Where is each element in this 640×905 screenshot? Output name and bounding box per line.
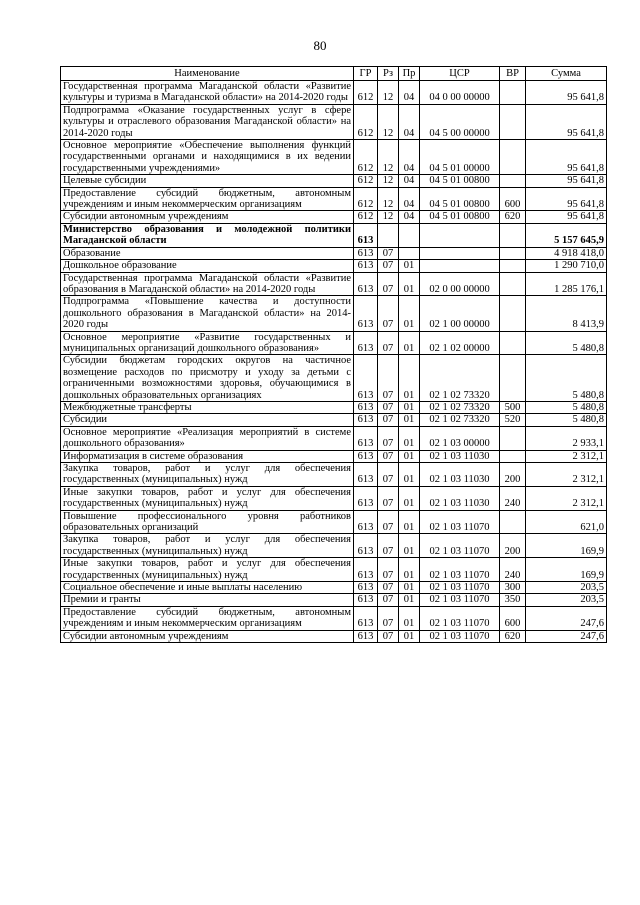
cell-sum: 247,6 <box>526 606 607 630</box>
cell-rz: 07 <box>378 296 399 331</box>
cell-csr: 02 1 03 11070 <box>420 558 500 582</box>
cell-rz: 07 <box>378 582 399 594</box>
cell-rz: 07 <box>378 331 399 355</box>
cell-gr: 612 <box>354 104 378 139</box>
cell-pr: 04 <box>399 211 420 223</box>
table-row <box>61 355 607 402</box>
cell-pr: 01 <box>399 426 420 450</box>
cell-vr <box>500 510 526 534</box>
cell-rz: 07 <box>378 247 399 259</box>
table-row <box>61 606 607 630</box>
cell-rz: 07 <box>378 272 399 296</box>
cell-csr: 04 5 01 00800 <box>420 175 500 187</box>
cell-rz: 07 <box>378 558 399 582</box>
cell-pr: 01 <box>399 558 420 582</box>
table-row <box>61 140 607 175</box>
cell-pr: 04 <box>399 187 420 211</box>
table-row <box>61 296 607 331</box>
cell-csr: 02 1 03 11030 <box>420 486 500 510</box>
cell-name: Субсидии автономным учреждениям <box>61 211 354 223</box>
cell-sum: 203,5 <box>526 582 607 594</box>
cell-name: Субсидии <box>61 414 354 426</box>
cell-name: Субсидии автономным учреждениям <box>61 630 354 642</box>
cell-name: Государственная программа Магаданской области «Развитие образования в Магаданской области» на 2014-2020 годы <box>61 272 354 296</box>
cell-vr <box>500 260 526 272</box>
cell-rz: 12 <box>378 140 399 175</box>
cell-name: Премии и гранты <box>61 594 354 606</box>
cell-vr <box>500 426 526 450</box>
cell-csr: 02 1 02 73320 <box>420 414 500 426</box>
column-header-rz: Рз <box>378 67 399 81</box>
cell-rz: 07 <box>378 594 399 606</box>
budget-table <box>60 66 607 643</box>
cell-pr: 01 <box>399 486 420 510</box>
cell-name: Иные закупки товаров, работ и услуг для обеспечения государственных (муниципальных) нужд <box>61 558 354 582</box>
cell-name: Основное мероприятие «Развитие государственных и муниципальных организаций дошкольного образования» <box>61 331 354 355</box>
column-header-csr: ЦСР <box>420 67 500 81</box>
table-row <box>61 211 607 223</box>
cell-pr: 01 <box>399 260 420 272</box>
cell-vr <box>500 450 526 462</box>
cell-vr: 300 <box>500 582 526 594</box>
cell-sum: 169,9 <box>526 558 607 582</box>
cell-pr: 04 <box>399 104 420 139</box>
cell-name: Подпрограмма «Оказание государственных услуг в сфере культуры и отраслевого образования Магаданской области» на 2014-2020 годы <box>61 104 354 139</box>
cell-rz: 07 <box>378 486 399 510</box>
cell-rz: 07 <box>378 510 399 534</box>
cell-sum: 621,0 <box>526 510 607 534</box>
cell-csr <box>420 260 500 272</box>
cell-name: Основное мероприятие «Реализация мероприятий в системе дошкольного образования» <box>61 426 354 450</box>
cell-pr <box>399 247 420 259</box>
cell-gr: 613 <box>354 223 378 247</box>
cell-pr: 01 <box>399 401 420 413</box>
cell-csr: 04 0 00 00000 <box>420 81 500 105</box>
cell-gr: 612 <box>354 175 378 187</box>
cell-gr: 613 <box>354 401 378 413</box>
cell-rz: 12 <box>378 81 399 105</box>
cell-gr: 613 <box>354 486 378 510</box>
table-row <box>61 463 607 487</box>
cell-csr: 02 1 03 11070 <box>420 630 500 642</box>
cell-pr: 04 <box>399 140 420 175</box>
cell-pr: 01 <box>399 606 420 630</box>
cell-sum: 5 157 645,9 <box>526 223 607 247</box>
cell-gr: 613 <box>354 414 378 426</box>
cell-gr: 613 <box>354 355 378 402</box>
table-row <box>61 594 607 606</box>
cell-rz: 07 <box>378 426 399 450</box>
cell-pr: 04 <box>399 81 420 105</box>
cell-csr: 04 5 01 00800 <box>420 211 500 223</box>
cell-name: Межбюджетные трансферты <box>61 401 354 413</box>
cell-vr <box>500 247 526 259</box>
cell-pr: 01 <box>399 450 420 462</box>
cell-sum: 4 918 418,0 <box>526 247 607 259</box>
cell-name: Социальное обеспечение и иные выплаты населению <box>61 582 354 594</box>
cell-gr: 612 <box>354 140 378 175</box>
table-row <box>61 582 607 594</box>
table-header-row <box>61 67 607 81</box>
table-row <box>61 486 607 510</box>
cell-csr: 02 1 00 00000 <box>420 296 500 331</box>
cell-vr: 600 <box>500 187 526 211</box>
cell-sum: 2 312,1 <box>526 486 607 510</box>
cell-sum: 95 641,8 <box>526 140 607 175</box>
cell-pr: 01 <box>399 594 420 606</box>
cell-vr: 240 <box>500 486 526 510</box>
cell-sum: 95 641,8 <box>526 175 607 187</box>
cell-name: Государственная программа Магаданской области «Развитие культуры и туризма в Магаданской области» на 2014-2020 годы <box>61 81 354 105</box>
table-row <box>61 81 607 105</box>
table-row <box>61 630 607 642</box>
cell-sum: 5 480,8 <box>526 355 607 402</box>
cell-sum: 95 641,8 <box>526 211 607 223</box>
page-number: 80 <box>313 38 327 53</box>
cell-vr: 350 <box>500 594 526 606</box>
cell-pr: 01 <box>399 331 420 355</box>
table-row <box>61 104 607 139</box>
cell-name: Информатизация в системе образования <box>61 450 354 462</box>
cell-pr: 01 <box>399 414 420 426</box>
cell-name: Предоставление субсидий бюджетным, автономным учреждениям и иным некоммерческим организациям <box>61 187 354 211</box>
table-body <box>61 81 607 643</box>
cell-csr: 04 5 01 00000 <box>420 140 500 175</box>
cell-vr <box>500 140 526 175</box>
cell-sum: 8 413,9 <box>526 296 607 331</box>
table-row <box>61 426 607 450</box>
cell-vr: 240 <box>500 558 526 582</box>
cell-csr: 02 1 02 73320 <box>420 355 500 402</box>
cell-sum: 2 312,1 <box>526 450 607 462</box>
cell-pr: 01 <box>399 272 420 296</box>
cell-name: Дошкольное образование <box>61 260 354 272</box>
table-row <box>61 401 607 413</box>
cell-gr: 613 <box>354 247 378 259</box>
cell-csr: 02 1 03 11030 <box>420 450 500 462</box>
cell-gr: 613 <box>354 296 378 331</box>
cell-vr <box>500 331 526 355</box>
cell-gr: 613 <box>354 463 378 487</box>
cell-csr: 02 1 03 11030 <box>420 463 500 487</box>
cell-csr: 04 5 00 00000 <box>420 104 500 139</box>
cell-pr: 04 <box>399 175 420 187</box>
cell-name: Основное мероприятие «Обеспечение выполнения функций государственными органами и находящимися в их ведении государственными учреждениями» <box>61 140 354 175</box>
cell-gr: 612 <box>354 187 378 211</box>
cell-rz: 07 <box>378 450 399 462</box>
cell-sum: 5 480,8 <box>526 414 607 426</box>
cell-sum: 2 933,1 <box>526 426 607 450</box>
cell-csr: 02 1 03 11070 <box>420 594 500 606</box>
cell-rz: 07 <box>378 414 399 426</box>
column-header-vr: ВР <box>500 67 526 81</box>
table-row <box>61 260 607 272</box>
cell-gr: 613 <box>354 582 378 594</box>
cell-csr: 02 1 02 73320 <box>420 401 500 413</box>
cell-gr: 613 <box>354 594 378 606</box>
table-row <box>61 272 607 296</box>
cell-rz <box>378 223 399 247</box>
table-row <box>61 331 607 355</box>
cell-gr: 612 <box>354 81 378 105</box>
cell-gr: 613 <box>354 272 378 296</box>
cell-name: Предоставление субсидий бюджетным, автономным учреждениям и иным некоммерческим организациям <box>61 606 354 630</box>
cell-pr: 01 <box>399 355 420 402</box>
cell-rz: 07 <box>378 401 399 413</box>
table-row <box>61 450 607 462</box>
cell-name: Иные закупки товаров, работ и услуг для обеспечения государственных (муниципальных) нужд <box>61 486 354 510</box>
cell-vr: 200 <box>500 534 526 558</box>
cell-name: Образование <box>61 247 354 259</box>
table-row <box>61 187 607 211</box>
cell-gr: 613 <box>354 630 378 642</box>
cell-vr: 520 <box>500 414 526 426</box>
table-row <box>61 534 607 558</box>
column-header-name: Наименование <box>61 67 354 81</box>
table-row <box>61 247 607 259</box>
cell-rz: 07 <box>378 260 399 272</box>
cell-sum: 203,5 <box>526 594 607 606</box>
cell-pr: 01 <box>399 534 420 558</box>
cell-rz: 07 <box>378 630 399 642</box>
cell-rz: 07 <box>378 355 399 402</box>
cell-sum: 247,6 <box>526 630 607 642</box>
cell-gr: 613 <box>354 331 378 355</box>
table-row <box>61 558 607 582</box>
cell-vr <box>500 223 526 247</box>
cell-sum: 95 641,8 <box>526 81 607 105</box>
cell-name: Подпрограмма «Повышение качества и доступности дошкольного образования в Магаданской области» на 2014-2020 годы <box>61 296 354 331</box>
cell-name: Целевые субсидии <box>61 175 354 187</box>
cell-rz: 12 <box>378 211 399 223</box>
cell-vr <box>500 81 526 105</box>
cell-csr: 02 1 02 00000 <box>420 331 500 355</box>
cell-gr: 612 <box>354 211 378 223</box>
cell-vr <box>500 175 526 187</box>
table-row <box>61 414 607 426</box>
cell-name: Повышение профессионального уровня работников образовательных организаций <box>61 510 354 534</box>
cell-csr: 02 1 03 11070 <box>420 606 500 630</box>
cell-sum: 95 641,8 <box>526 104 607 139</box>
cell-gr: 613 <box>354 260 378 272</box>
cell-gr: 613 <box>354 450 378 462</box>
cell-sum: 1 290 710,0 <box>526 260 607 272</box>
cell-name: Закупка товаров, работ и услуг для обеспечения государственных (муниципальных) нужд <box>61 534 354 558</box>
table-row <box>61 510 607 534</box>
cell-name: Министерство образования и молодежной политики Магаданской области <box>61 223 354 247</box>
cell-rz: 07 <box>378 606 399 630</box>
cell-csr: 02 0 00 00000 <box>420 272 500 296</box>
cell-pr: 01 <box>399 582 420 594</box>
cell-vr <box>500 296 526 331</box>
cell-name: Закупка товаров, работ и услуг для обеспечения государственных (муниципальных) нужд <box>61 463 354 487</box>
cell-vr: 200 <box>500 463 526 487</box>
column-header-gr: ГР <box>354 67 378 81</box>
cell-vr <box>500 104 526 139</box>
cell-vr: 600 <box>500 606 526 630</box>
cell-csr: 02 1 03 00000 <box>420 426 500 450</box>
cell-vr <box>500 355 526 402</box>
cell-rz: 12 <box>378 175 399 187</box>
cell-gr: 613 <box>354 426 378 450</box>
cell-gr: 613 <box>354 534 378 558</box>
cell-sum: 1 285 176,1 <box>526 272 607 296</box>
cell-gr: 613 <box>354 510 378 534</box>
cell-rz: 12 <box>378 187 399 211</box>
cell-gr: 613 <box>354 558 378 582</box>
cell-sum: 2 312,1 <box>526 463 607 487</box>
cell-rz: 12 <box>378 104 399 139</box>
cell-pr: 01 <box>399 630 420 642</box>
cell-gr: 613 <box>354 606 378 630</box>
cell-rz: 07 <box>378 463 399 487</box>
cell-csr: 04 5 01 00800 <box>420 187 500 211</box>
cell-vr: 620 <box>500 630 526 642</box>
cell-vr: 620 <box>500 211 526 223</box>
table-row <box>61 223 607 247</box>
cell-vr <box>500 272 526 296</box>
cell-sum: 5 480,8 <box>526 401 607 413</box>
cell-csr: 02 1 03 11070 <box>420 534 500 558</box>
cell-sum: 95 641,8 <box>526 187 607 211</box>
cell-rz: 07 <box>378 534 399 558</box>
cell-pr: 01 <box>399 510 420 534</box>
cell-csr <box>420 247 500 259</box>
cell-vr: 500 <box>500 401 526 413</box>
cell-csr: 02 1 03 11070 <box>420 582 500 594</box>
cell-sum: 5 480,8 <box>526 331 607 355</box>
cell-sum: 169,9 <box>526 534 607 558</box>
cell-pr <box>399 223 420 247</box>
table-row <box>61 175 607 187</box>
cell-csr: 02 1 03 11070 <box>420 510 500 534</box>
column-header-pr: Пр <box>399 67 420 81</box>
cell-pr: 01 <box>399 296 420 331</box>
column-header-sum: Сумма <box>526 67 607 81</box>
cell-csr <box>420 223 500 247</box>
cell-pr: 01 <box>399 463 420 487</box>
cell-name: Субсидии бюджетам городских округов на частичное возмещение расходов по присмотру и уходу за детьми с ограниченными возможностями здоровья, обучающимися в дошкольных образовательных организациях <box>61 355 354 402</box>
